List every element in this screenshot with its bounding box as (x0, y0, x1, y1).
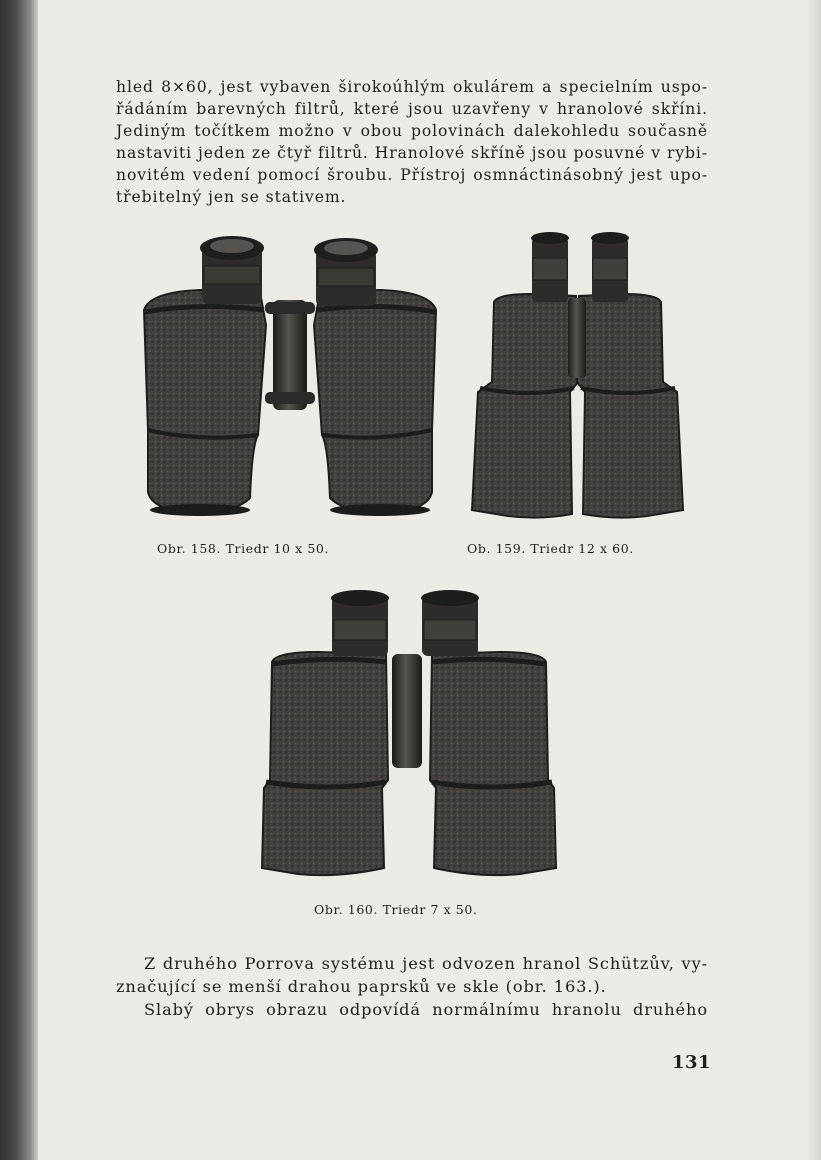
figure-160-caption: Obr. 160. Triedr 7 x 50. (314, 902, 478, 917)
text-line: třebitelný jen se stativem. (116, 188, 347, 206)
text-line: novitém vedení pomocí šroubu. Přístroj osmnáctinásobný jest upo- (116, 166, 708, 184)
page-number: 131 (672, 1052, 712, 1073)
text-line: řádáním barevných filtrů, které jsou uzavřeny v hranolové skříni. (116, 100, 708, 118)
page-edge-shadow (807, 0, 821, 1160)
figure-160-binoculars-image (258, 592, 560, 878)
text-line: Jediným točítkem možno v obou polovinách dalekohledu současně (116, 122, 708, 140)
figure-158-binoculars-image (130, 230, 450, 520)
text-line: hled 8×60, jest vybaven širokoúhlým okulárem a specielním uspo- (116, 78, 708, 96)
text-line: nastaviti jeden ze čtyř filtrů. Hranolové skříně jsou posuvné v rybi- (116, 144, 708, 162)
bottom-paragraph (116, 952, 708, 1021)
text-line: značující se menší drahou paprsků ve skle (obr. 163.). (116, 977, 607, 996)
figure-159-binoculars-image (470, 232, 685, 524)
book-binding-edge (0, 0, 38, 1160)
figure-158-caption: Obr. 158. Triedr 10 x 50. (157, 541, 330, 556)
top-paragraph (116, 76, 708, 208)
text-line: Z druhého Porrova systému jest odvozen hranol Schützův, vy- (144, 954, 708, 973)
text-line: Slabý obrys obrazu odpovídá normálnímu hranolu druhého (144, 1000, 708, 1019)
figure-159-caption: Ob. 159. Triedr 12 x 60. (467, 541, 634, 556)
